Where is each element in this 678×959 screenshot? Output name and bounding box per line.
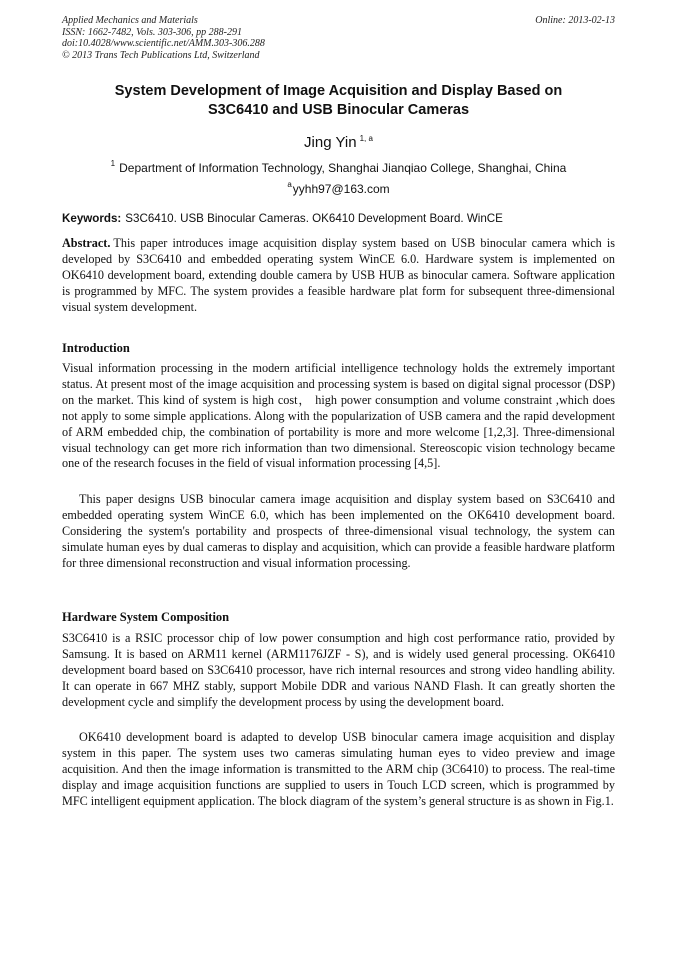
keywords (62, 211, 615, 227)
title-line-2: S3C6410 and USB Binocular Cameras (207, 102, 470, 118)
issn-line: ISSN: 1662-7482, Vols. 303-306, pp 288-291 (62, 26, 242, 38)
journal-header (62, 15, 615, 61)
author-superscript: 1, a (359, 134, 373, 143)
introduction-paragraph-1: Visual information processing in the modern artificial intelligence technology holds the extremely important status. At present most of the image acquisition and processing system is based on digital signal processor (DSP) on the market. This kind of system is high cost， high power consumption and volume constraint ,which does not apply to some simple applications. Along with the popularization of USB camera and the rapid development of ARM embedded chip, the combination of portability is more and more welcome [1,2,3]. Three-dimensional visual technology can get more rich information than two dimensional. Stereoscopic vision technology became one of the research focuses in the field of visual information processing [4,5]. (62, 361, 615, 471)
introduction-paragraph-2: This paper designs USB binocular camera image acquisition and display system based on S3C6410 and embedded operating system WinCE 6.0, which has been implemented on the OK6410 development board. Considering the system's portability and prospects of three-dimensional visual technology, the system can simulate human eyes by dual cameras to display and acquisition, which can provide a feasible hardware platform for three dimensional reconstruction and visual information processing. (62, 492, 615, 570)
affiliation-superscript: 1 (110, 159, 116, 168)
abstract-text: This paper introduces image acquisition display system based on USB binocular camera which is developed by S3C6410 and embedded operating system WinCE 6.0. Hardware system is implemented on OK6410 development board, extending double camera by USB HUB as binocular camera. Software application is programmed by MFC. The system provides a feasible hardware plat form for subsequent three-dimensional visual system development. (62, 236, 615, 314)
abstract (62, 236, 615, 316)
hardware-heading: Hardware System Composition (62, 610, 230, 624)
abstract-label: Abstract. (62, 236, 111, 250)
author-email (62, 177, 615, 197)
author-name: Jing Yin (304, 134, 357, 151)
affiliation (62, 156, 615, 176)
keywords-label: Keywords: (62, 212, 122, 225)
affiliation-text: Department of Information Technology, Shanghai Jianqiao College, Shanghai, China (119, 161, 567, 175)
copyright-line: © 2013 Trans Tech Publications Ltd, Switzerland (62, 49, 260, 61)
paper-title (62, 82, 615, 120)
email-superscript: a (287, 180, 292, 189)
keywords-text: S3C6410. USB Binocular Cameras. OK6410 Development Board. WinCE (125, 212, 503, 225)
author (62, 129, 615, 153)
introduction-heading: Introduction (62, 341, 130, 355)
title-line-1: System Development of Image Acquisition and Display Based on (114, 83, 563, 99)
email-text: yyhh97@163.com (292, 182, 390, 196)
journal-name: Applied Mechanics and Materials (62, 15, 198, 26)
doi-line: doi:10.4028/www.scientific.net/AMM.303-306.288 (62, 38, 265, 49)
hardware-paragraph-1: S3C6410 is a RSIC processor chip of low power consumption and high cost performance ratio, provided by Samsung. It is based on ARM11 kernel (ARM1176JZF - S), and is widely used general processing. OK6410 development board based on S3C6410 processor, have rich internal resources and strong video handling ability. It can operate in 667 MHZ stably, support Mobile DDR and various NAND Flash. It can greatly shorten the development cycle and simplify the development process by using the development board. (62, 631, 615, 709)
online-date: Online: 2013-02-13 (535, 15, 615, 26)
hardware-paragraph-2: OK6410 development board is adapted to develop USB binocular camera image acquisition and display system in this paper. The system uses two cameras simulating human eyes to video preview and image acquisition. And then the image information is transmitted to the ARM chip (3C6410) to process. The real-time display and image acquisition functions are supplied to users in Touch LCD screen, which is programmed by MFC intelligent equipment application. The block diagram of the system’s general structure is as shown in Fig.1. (62, 730, 615, 808)
